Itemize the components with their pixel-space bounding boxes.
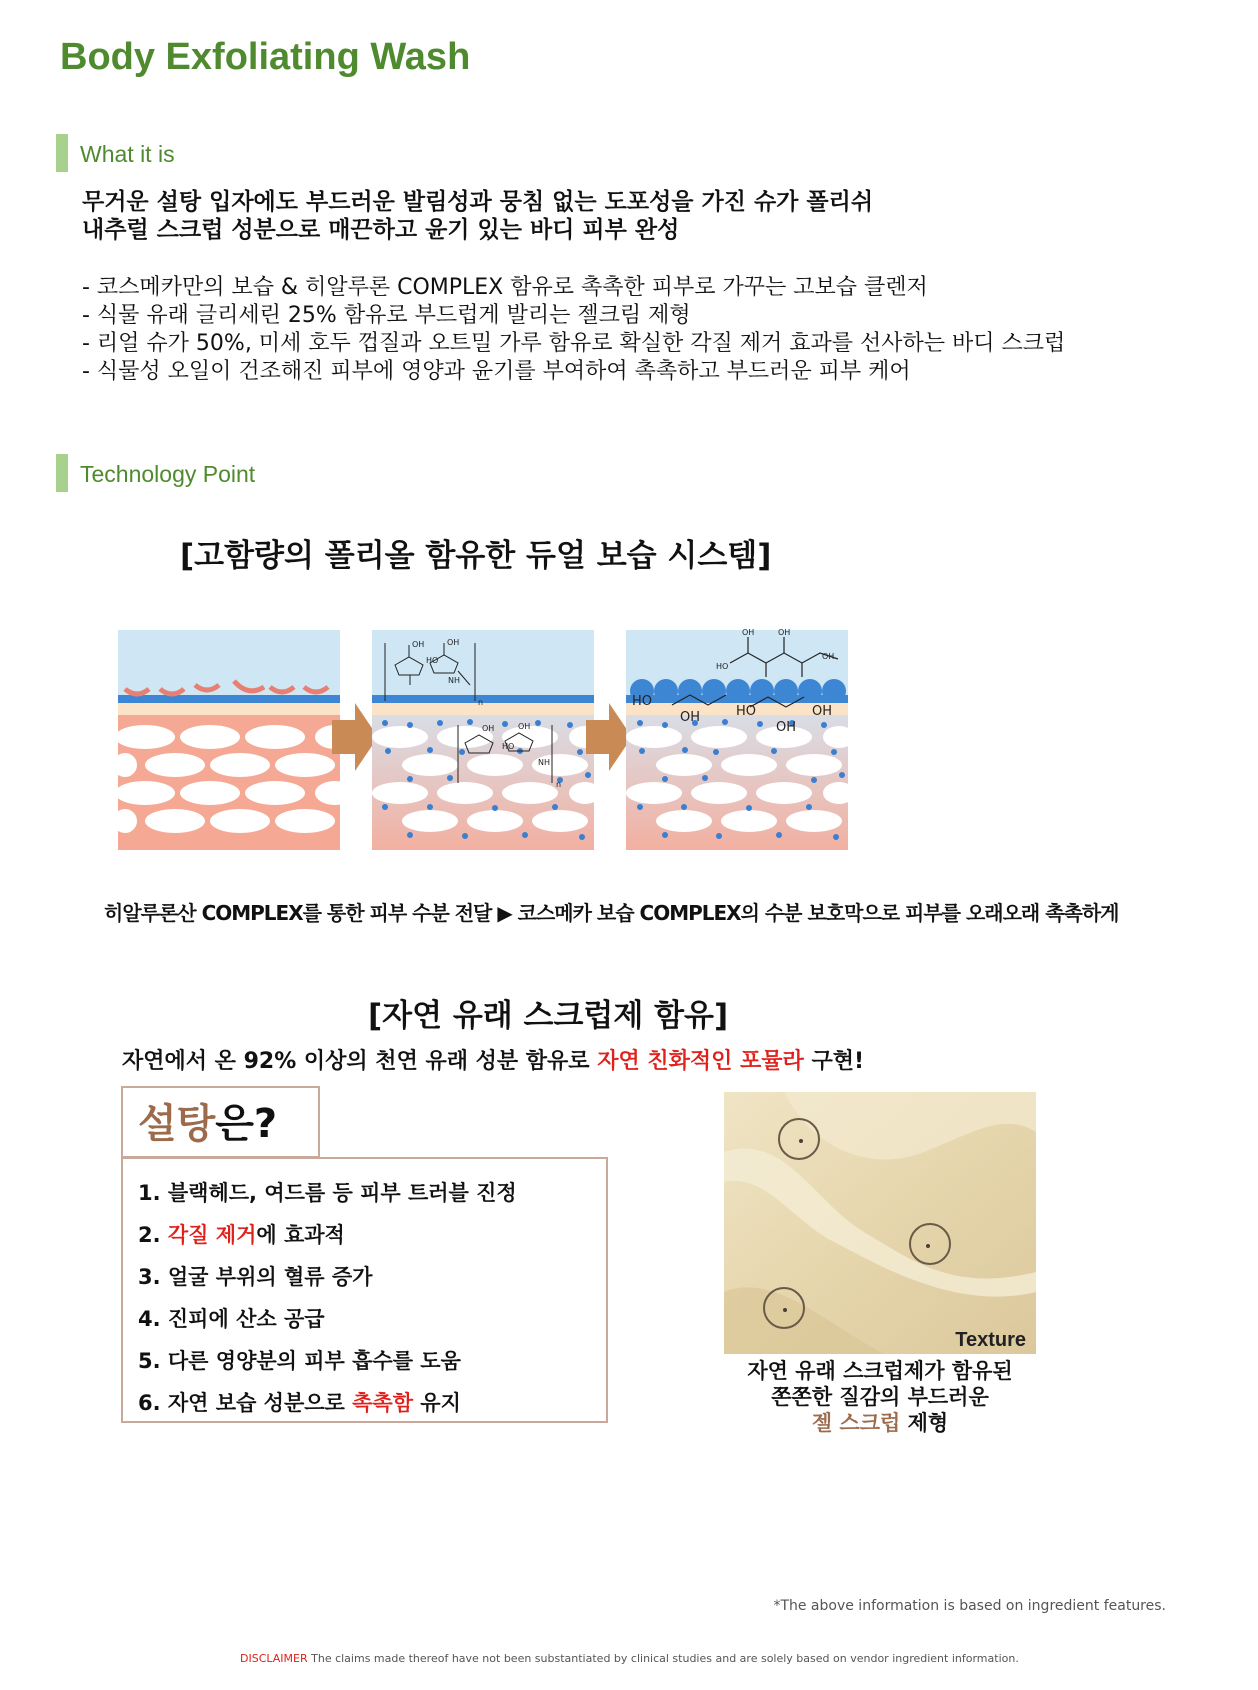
sugar-title — [138, 1092, 277, 1149]
diagram-caption: 히알루론산 COMPLEX를 통한 피부 수분 전달 ▶ 코스메카 보습 COMPLEX의 수분 보호막으로 피부를 오래오래 촉촉하게 — [104, 901, 1119, 925]
feature-item: - 코스메카만의 보습 & 히알루론 COMPLEX 함유로 촉촉한 피부로 가꾸는 고보습 클렌저 — [82, 275, 928, 300]
diagram-label: OH — [812, 704, 833, 719]
diagram-panel-dry-skin — [113, 630, 355, 850]
diagram-label: OH — [518, 722, 531, 731]
diagram-panel-protective-film — [626, 628, 850, 850]
diagram-label: HO — [426, 656, 439, 665]
heading-natural-scrub: [자연 유래 스크럽제 함유] — [368, 998, 729, 1034]
intro-line: 내추럴 스크럽 성분으로 매끈하고 윤기 있는 바디 피부 완성 — [82, 217, 680, 243]
sugar-title-rest: 은? — [215, 1101, 278, 1147]
diagram-label: OH — [822, 652, 835, 661]
diagram-label: OH — [680, 710, 701, 725]
diagram-label: OH — [742, 628, 755, 637]
section-bar — [56, 134, 68, 172]
page-title: Body Exfoliating Wash — [60, 36, 471, 78]
diagram-label: HO — [716, 662, 729, 671]
natural-origin-line — [122, 1044, 864, 1075]
list-item: 4. 진피에 산소 공급 — [138, 1307, 325, 1331]
section-label-technology: Technology Point — [80, 461, 256, 487]
heading-dual-moisture: [고함량의 폴리올 함유한 듀얼 보습 시스템] — [180, 538, 772, 574]
diagram-label: OH — [482, 724, 495, 733]
intro-line: 무거운 설탕 입자에도 부드러운 발림성과 뭉침 없는 도포성을 가진 슈가 폴리쉬 — [82, 189, 874, 215]
diagram-label: HO — [736, 704, 757, 719]
diagram-label: HO — [502, 742, 515, 751]
feature-item: - 리얼 슈가 50%, 미세 호두 껍질과 오트밀 가루 함유로 확실한 각질 제거 효과를 선사하는 바디 스크럽 — [82, 331, 1066, 356]
texture-caption-line: 자연 유래 스크럽제가 함유된 — [747, 1359, 1013, 1383]
list-item: 6. 자연 보습 성분으로 촉촉함 유지 — [138, 1391, 461, 1415]
diagram-label: OH — [447, 638, 460, 647]
sugar-benefits-list — [138, 1172, 517, 1424]
diagram-panel-hyaluronic — [372, 630, 601, 850]
natural-line-text: 자연에서 온 92% 이상의 천연 유래 성분 함유로 — [122, 1049, 598, 1074]
feature-item: - 식물성 오일이 건조해진 피부에 영양과 윤기를 부여하여 촉촉하고 부드러운 피부 케어 — [82, 359, 911, 384]
diagram-label: NH — [538, 758, 550, 767]
natural-line-text: 구현! — [803, 1049, 865, 1074]
disclaimer — [240, 1652, 1019, 1665]
diagram-label: n — [478, 698, 484, 707]
diagram-label: n — [556, 780, 562, 789]
texture-caption — [720, 1358, 1040, 1436]
sugar-title-word: 설탕 — [138, 1101, 216, 1147]
list-item: 5. 다른 영양분의 피부 흡수를 도움 — [138, 1349, 461, 1373]
diagram-label: NH — [448, 676, 460, 685]
disclaimer-text: The claims made thereof have not been substantiated by clinical studies and are solely based on vendor ingredient information. — [307, 1652, 1019, 1665]
moisture-system-diagram — [110, 625, 850, 855]
texture-caption-line: 쫀쫀한 질감의 부드러운 — [771, 1385, 989, 1409]
feature-item: - 식물 유래 글리세린 25% 함유로 부드럽게 발리는 젤크림 제형 — [82, 303, 691, 328]
texture-caption-line: 젤 스크럽 제형 — [811, 1411, 949, 1435]
texture-label: Texture — [955, 1329, 1026, 1351]
diagram-label: OH — [776, 720, 797, 735]
feature-list — [82, 274, 1065, 386]
section-label-what-it-is: What it is — [80, 141, 175, 167]
diagram-label: OH — [778, 628, 791, 637]
section-bar — [56, 454, 68, 492]
natural-line-highlight: 자연 친화적인 포뮬라 — [597, 1049, 804, 1074]
texture-photo — [724, 1092, 1036, 1354]
list-item: 1. 블랙헤드, 여드름 등 피부 트러블 진정 — [138, 1181, 517, 1205]
list-item: 2. 각질 제거에 효과적 — [138, 1223, 345, 1247]
list-item: 3. 얼굴 부위의 혈류 증가 — [138, 1265, 373, 1289]
footnote: *The above information is based on ingredient features. — [773, 1598, 1166, 1614]
intro-text — [82, 188, 873, 244]
diagram-label: OH — [412, 640, 425, 649]
disclaimer-label: DISCLAIMER — [240, 1652, 308, 1665]
diagram-label: HO — [632, 694, 653, 709]
